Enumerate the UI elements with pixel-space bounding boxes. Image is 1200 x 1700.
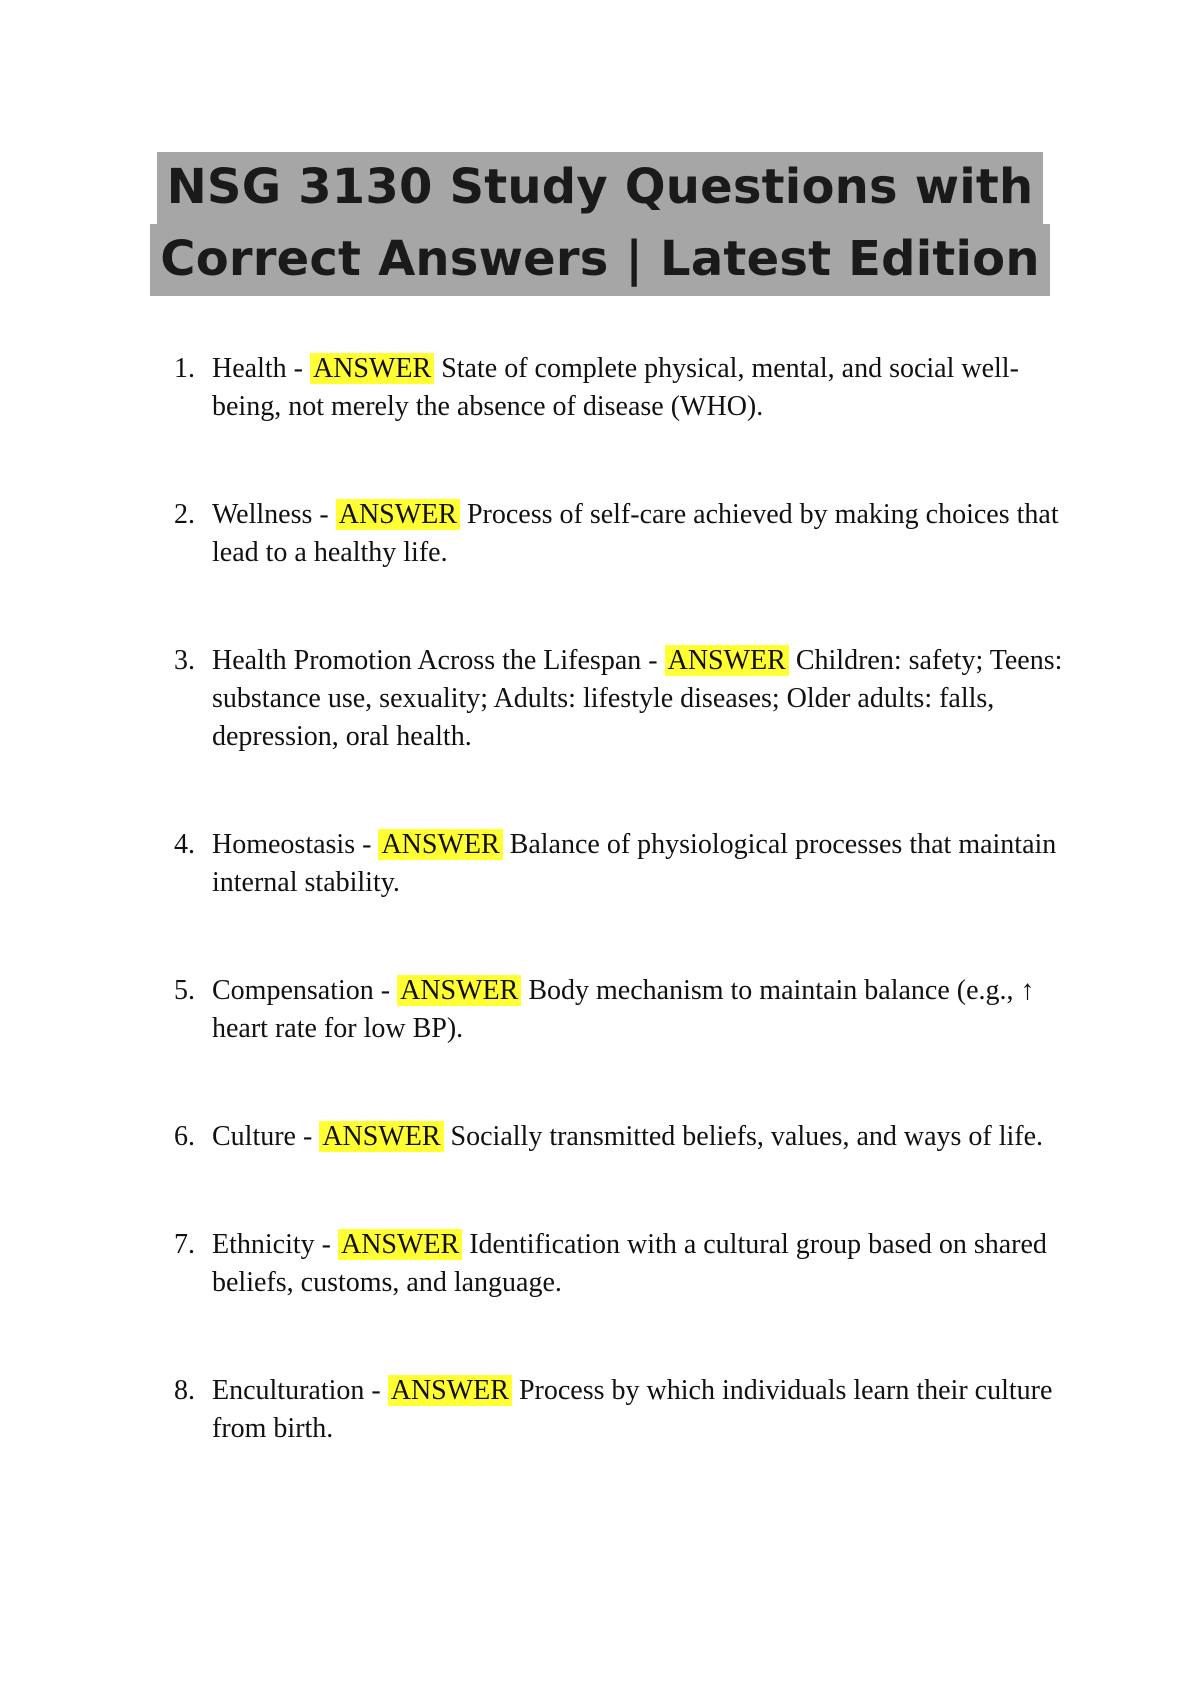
answer-tag: ANSWER [665, 645, 789, 676]
question-term: Culture - [212, 1121, 320, 1152]
title-line-2: Correct Answers | Latest Edition [150, 224, 1049, 296]
answer-tag: ANSWER [310, 353, 434, 384]
answer-tag: ANSWER [388, 1375, 512, 1406]
answer-tag: ANSWER [397, 975, 521, 1006]
list-item [174, 350, 1074, 426]
list-item [174, 1118, 1074, 1156]
answer-tag: ANSWER [378, 829, 502, 860]
answer-tag: ANSWER [338, 1229, 462, 1260]
question-term: Health - [212, 353, 310, 384]
document-title [0, 152, 1200, 296]
question-term: Wellness - [212, 499, 336, 530]
list-item [174, 826, 1074, 902]
question-term: Compensation - [212, 975, 398, 1006]
question-term: Health Promotion Across the Lifespan - [212, 645, 665, 676]
title-line-1: NSG 3130 Study Questions with [157, 152, 1044, 224]
answer-tag: ANSWER [336, 499, 460, 530]
question-number: 2. [174, 499, 195, 530]
question-number: 6. [174, 1121, 195, 1152]
question-list [174, 350, 1074, 1518]
question-number: 5. [174, 975, 195, 1006]
answer-text: Process by which individuals learn their culture from birth. [212, 1375, 1053, 1444]
answer-text: Process of self-care achieved by making choices that lead to a healthy life. [212, 499, 1059, 568]
list-item [174, 1226, 1074, 1302]
answer-text: Children: safety; Teens: substance use, sexuality; Adults: lifestyle diseases; Older adults: falls, depression, oral health. [212, 645, 1063, 752]
question-term: Homeostasis - [212, 829, 379, 860]
question-number: 7. [174, 1229, 195, 1260]
list-item [174, 642, 1074, 756]
list-item [174, 496, 1074, 572]
answer-text: Body mechanism to maintain balance (e.g., ↑ heart rate for low BP). [212, 975, 1035, 1044]
question-term: Ethnicity - [212, 1229, 338, 1260]
answer-text: State of complete physical, mental, and social well-being, not merely the absence of disease (WHO). [212, 353, 1019, 422]
answer-text: Socially transmitted beliefs, values, and ways of life. [450, 1121, 1044, 1152]
question-number: 3. [174, 645, 195, 676]
answer-text: Identification with a cultural group based on shared beliefs, customs, and language. [212, 1229, 1047, 1298]
question-term: Enculturation - [212, 1375, 388, 1406]
question-number: 1. [174, 353, 195, 384]
list-item [174, 1372, 1074, 1448]
answer-text: Balance of physiological processes that maintain internal stability. [212, 829, 1057, 898]
question-number: 4. [174, 829, 195, 860]
question-number: 8. [174, 1375, 195, 1406]
answer-tag: ANSWER [319, 1121, 443, 1152]
list-item [174, 972, 1074, 1048]
